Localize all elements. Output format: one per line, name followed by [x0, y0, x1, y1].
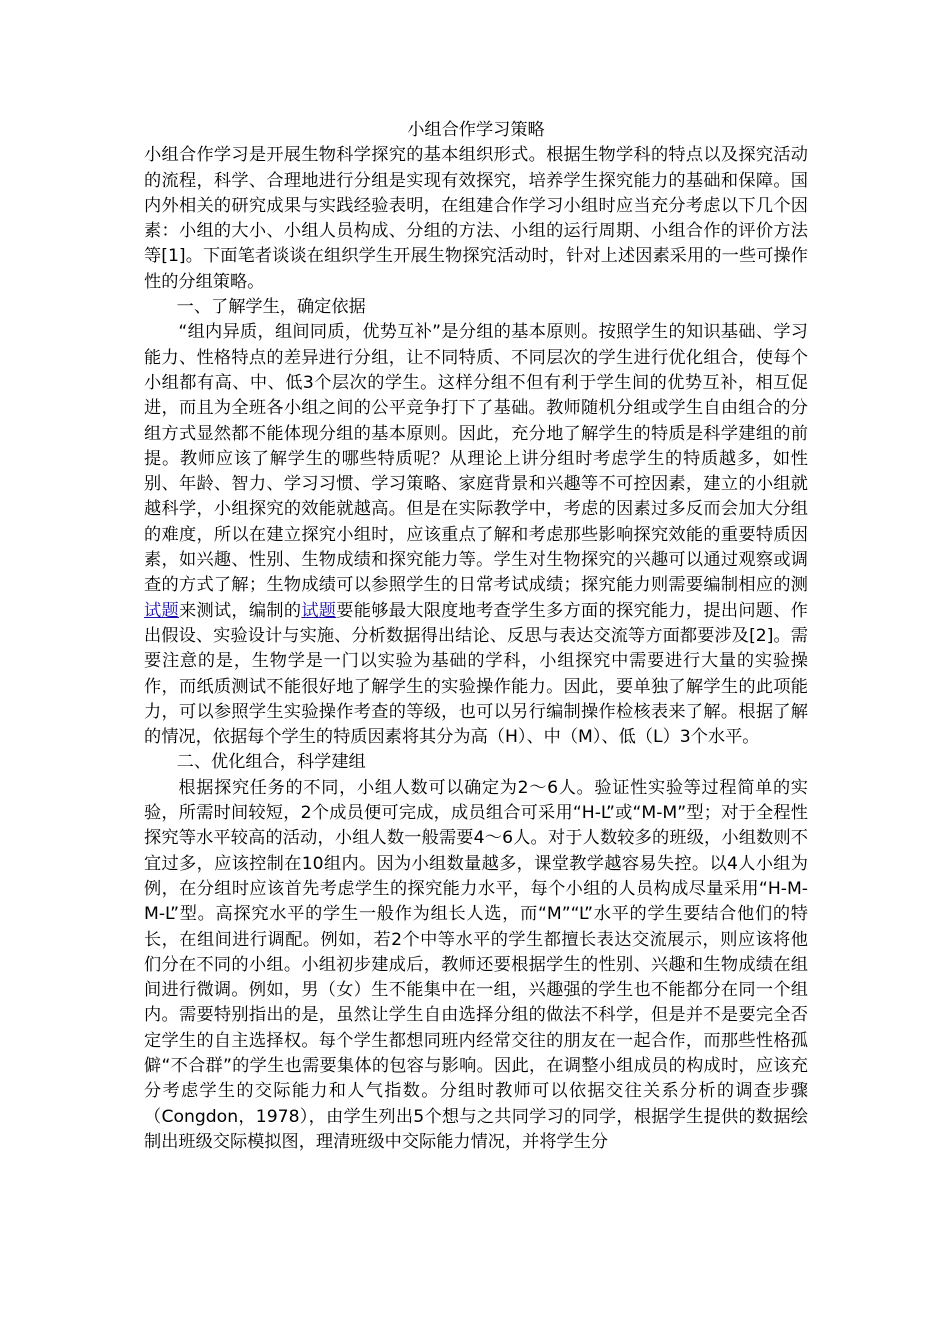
- section-heading-1: 一、了解学生，确定依据: [176, 297, 366, 318]
- document-title: 小组合作学习策略: [407, 120, 545, 140]
- test-question-link-1[interactable]: 试题: [144, 600, 179, 621]
- section-2-paragraph: 根据探究任务的不同，小组人数可以确定为2～6人。验证性实验等过程简单的实验，所需时间较短，2个成员便可完成，成员组合可采用“H-L”或“M-M”型；对于全程性探究等水平较高的活动，小组人数一般需要4～6人。对于人数较多的班级，小组数则不宜过多，应该控制在10组内。因为小组数量越多，课堂教学越容易失控。以4人小组为例，在分组时应该首先考虑学生的探究能力水平，每个小组的人员构成尽量采用“H-M-M-L”型。高探究水平的学生一般作为组长人选，而“M”“L”水平的学生要结合他们的特长，在组间进行调配。例如，若2个中等水平的学生都擅长表达交流展示，则应该将他们分在不同的小组。小组初步建成后，教师还要根据学生的性别、兴趣和生物成绩在组间进行微调。例如，男（女）生不能集中在一组，兴趣强的学生也不能都分在同一个组内。需要特别指出的是，虽然让学生自由选择分组的做法不科学，但是并不是要完全否定学生的自主选择权。每个学生都想同班内经常交往的朋友在一起合作，而那些性格孤僻“不合群”的学生也需要集体的包容与影响。因此，在调整小组成员的构成时，应该充分考虑学生的交际能力和人气指数。分组时教师可以依据交往关系分析的调查步骤（Congdon，1978），由学生列出5个想与之共同学习的同学，根据学生提供的数据绘制出班级交际模拟图，理清班级中交际能力情况，并将学生分: [144, 777, 808, 1152]
- section-1-text-c: 要能够最大限度地考查学生多方面的探究能力，提出问题、作出假设、实验设计与实施、分析数据得出结论、反思与表达交流等方面都要涉及[2]。需要注意的是，生物学是一门以实验为基础的学科，小组探究中需要进行大量的实验操作，而纸质测试不能很好地了解学生的实验操作能力。因此，要单独了解学生的此项能力，可以参照学生实验操作考查的等级，也可以另行编制操作检核表来了解。根据了解的情况，依据每个学生的特质因素将其分为高（H）、中（M）、低（L）3个水平。: [144, 600, 808, 748]
- document-page: [144, 118, 808, 1155]
- intro-paragraph: 小组合作学习是开展生物科学探究的基本组织形式。根据生物学科的特点以及探究活动的流程，科学、合理地进行分组是实现有效探究，培养学生探究能力的基础和保障。国内外相关的研究成果与实践经验表明，在组建合作学习小组时应当充分考虑以下几个因素：小组的大小、小组人员构成、分组的方法、小组的运行周期、小组合作的评价方法等[1]。下面笔者谈谈在组织学生开展生物探究活动时，针对上述因素采用的一些可操作性的分组策略。: [144, 145, 808, 292]
- section-heading-2: 二、优化组合，科学建组: [176, 752, 366, 773]
- section-1-paragraph: [144, 320, 808, 750]
- section-1-text-b: 来测试，编制的: [178, 600, 302, 621]
- test-question-link-2[interactable]: 试题: [301, 600, 337, 621]
- section-1-text-a: “组内异质，组间同质，优势互补”是分组的基本原则。按照学生的知识基础、学习能力、性格特点的差异进行分组，让不同特质、不同层次的学生进行优化组合，使每个小组都有高、中、低3个层次的学生。这样分组不但有利于学生间的优势互补，相互促进，而且为全班各小组之间的公平竞争打下了基础。教师随机分组或学生自由组合的分组方式显然都不能体现分组的基本原则。因此，充分地了解学生的特质是科学建组的前提。教师应该了解学生的哪些特质呢？从理论上讲分组时考虑学生的特质越多，如性别、年龄、智力、学习习惯、学习策略、家庭背景和兴趣等不可控因素，建立的小组就越科学，小组探究的效能就越高。但是在实际教学中，考虑的因素过多反而会加大分组的难度，所以在建立探究小组时，应该重点了解和考虑那些影响探究效能的重要特质因素，如兴趣、性别、生物成绩和探究能力等。学生对生物探究的兴趣可以通过观察或调查的方式了解；生物成绩可以参照学生的日常考试成绩；探究能力则需要编制相应的测: [144, 322, 808, 596]
